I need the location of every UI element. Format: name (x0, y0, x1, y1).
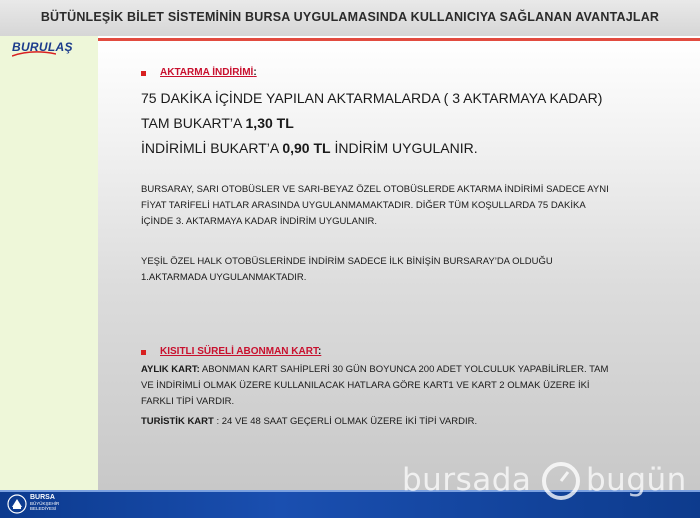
indirimli-bukart-price: 0,90 TL (282, 140, 331, 156)
section1-line1: 75 DAKİKA İÇİNDE YAPILAN AKTARMALARDA ( 3 AKTARMAYA KADAR) (141, 90, 603, 106)
bursa-municipality-logo-icon (6, 493, 28, 515)
watermark-clock-icon (538, 460, 584, 502)
section1-heading-colon: : (253, 67, 257, 78)
tam-bukart-price: 1,30 TL (245, 115, 294, 131)
section2-heading-colon: : (317, 346, 322, 357)
aylik-kart-paragraph (141, 362, 608, 410)
section1-line2 (141, 115, 294, 131)
indirimli-bukart-label: İNDİRİMLİ BUKART’A (141, 140, 283, 156)
watermark (400, 462, 700, 502)
bursa-municipality-name (30, 494, 59, 511)
title-bar (0, 0, 700, 36)
bullet-icon (141, 350, 146, 355)
aylik-kart-line3: FARKLI TİPİ VARDIR. (141, 396, 235, 407)
tam-bukart-label: TAM BUKART’A (141, 115, 246, 131)
section2-heading-text: KISITLI SÜRELİ ABONMAN KART (160, 346, 318, 357)
para2-line1: YEŞİL ÖZEL HALK OTOBÜSLERİNDE İNDİRİM SADECE İLK BİNİŞİN BURSARAY’DA OLDUĞU (141, 256, 553, 267)
watermark-part1: bursada (402, 462, 532, 498)
footer-logo-line2: BÜYÜKŞEHİR (30, 501, 60, 506)
indirimli-suffix: İNDİRİM UYGULANIR. (330, 140, 478, 156)
footer-logo-line1: BURSA (30, 494, 55, 501)
turistik-kart-paragraph (141, 414, 477, 430)
section1-heading (160, 67, 257, 78)
watermark-part2: bugün (586, 462, 687, 498)
section2-heading (160, 346, 321, 357)
aylik-kart-label: AYLIK KART: (141, 364, 200, 375)
aylik-kart-line2: VE İNDİRİMLİ OLMAK ÜZERE KULLANILACAK HATLARA GÖRE KART1 VE KART 2 OLMAK ÜZERE İKİ (141, 380, 590, 391)
slide-title: BÜTÜNLEŞİK BİLET SİSTEMİNİN BURSA UYGULAMASINDA KULLANICIYA SAĞLANAN AVANTAJLAR (40, 10, 660, 24)
burulas-logo: BURULAŞ (12, 40, 73, 54)
para2-line2: 1.AKTARMADA UYGULANMAKTADIR. (141, 272, 307, 283)
sidebar (0, 36, 98, 490)
section1-paragraph2 (141, 254, 553, 286)
section1-heading-text: AKTARMA İNDİRİMİ (160, 67, 254, 78)
para1-line3: İÇİNDE 3. AKTARMAYA KADAR İNDİRİM UYGULANIR. (141, 216, 377, 227)
para1-line1: BURSARAY, SARI OTOBÜSLER VE SARI-BEYAZ ÖZEL OTOBÜSLERDE AKTARMA İNDİRİMİ SADECE AYNI (141, 184, 609, 195)
aylik-kart-line1 (141, 362, 608, 378)
section1-paragraph1 (141, 182, 609, 230)
footer-logo-line3: BELEDİYESİ (30, 506, 57, 511)
section1-line3 (141, 140, 478, 156)
aylik-kart-text1: ABONMAN KART SAHİPLERİ 30 GÜN BOYUNCA 200 ADET YOLCULUK YAPABİLİRLER. TAM (199, 364, 609, 375)
para1-line2: FİYAT TARİFELİ HATLAR ARASINDA UYGULANMAMAKTADIR. DİĞER TÜM KOŞULLARDA 75 DAKİKA (141, 200, 586, 211)
logo-swoosh-icon (12, 51, 56, 58)
bullet-icon (141, 71, 146, 76)
turistik-kart-label: TURİSTİK KART (141, 416, 214, 427)
turistik-kart-text: : 24 VE 48 SAAT GEÇERLİ OLMAK ÜZERE İKİ TİPİ VARDIR. (213, 416, 478, 427)
